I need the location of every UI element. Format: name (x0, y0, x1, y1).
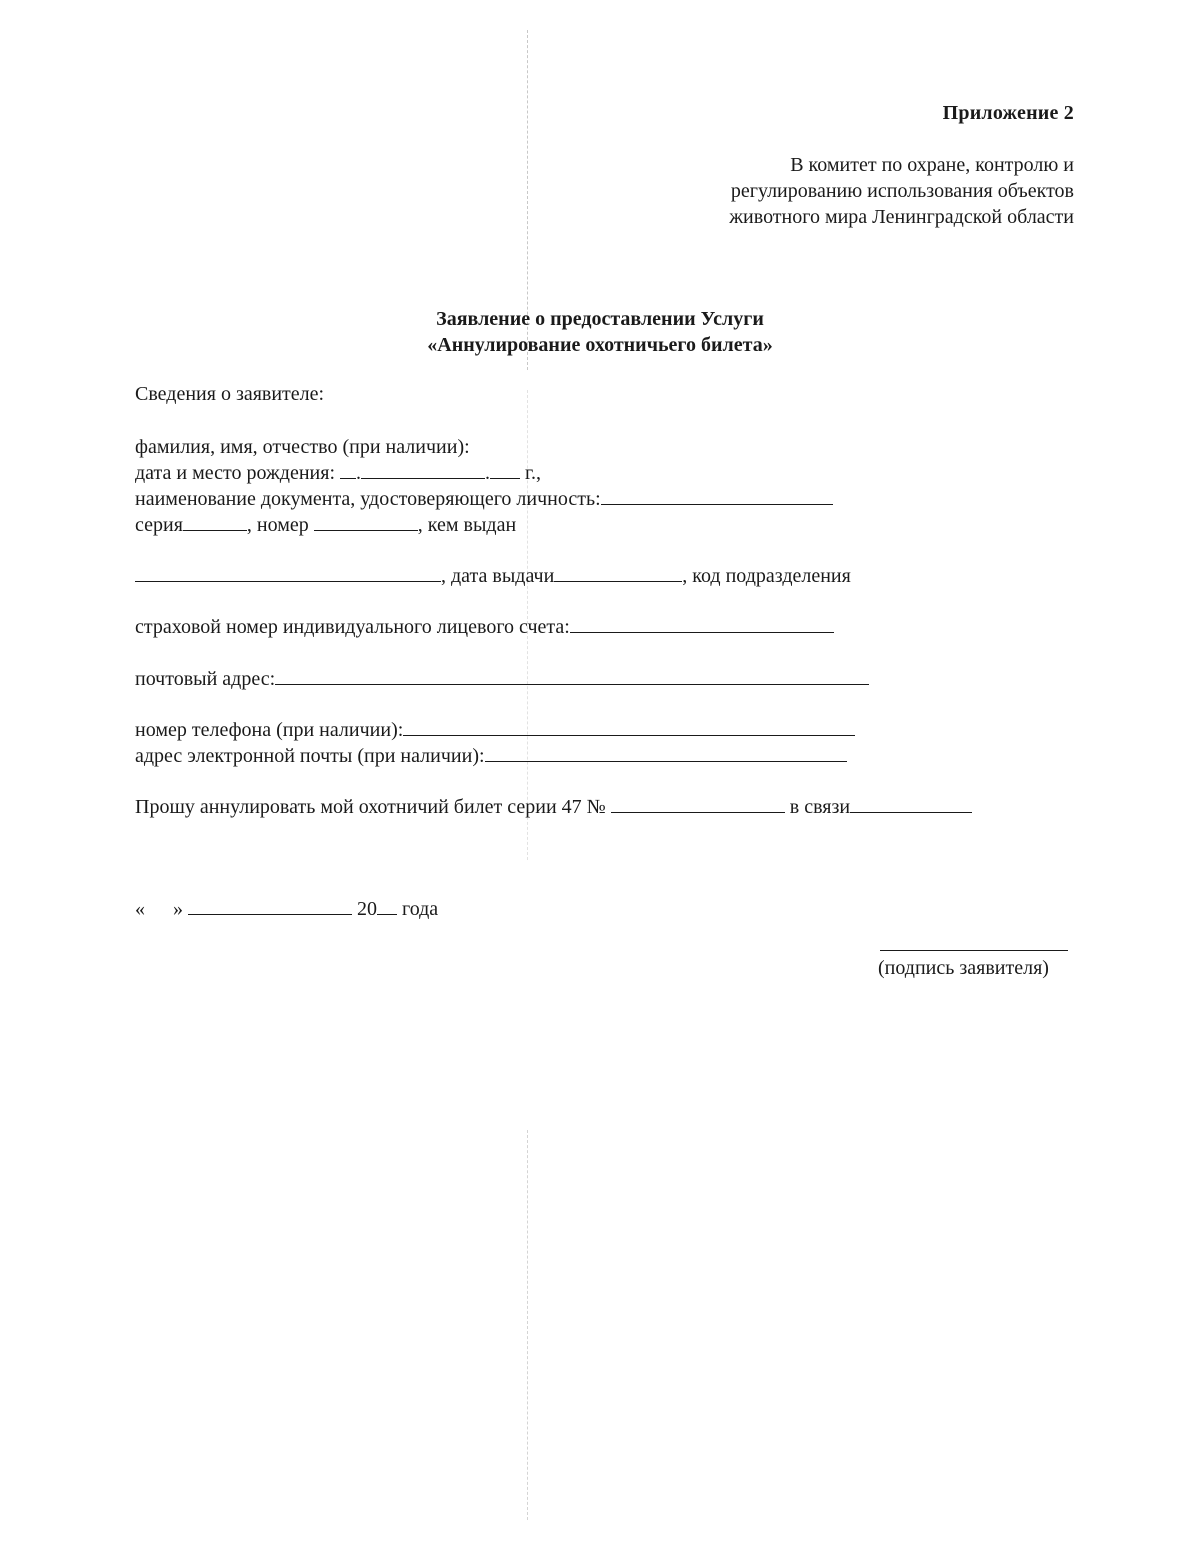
date-row (135, 896, 438, 922)
title-line: «Аннулирование охотничьего билета» (427, 334, 773, 356)
issue-date-label: , дата выдачи (441, 565, 555, 587)
date-year-suffix: года (402, 898, 439, 920)
addressee-line: животного мира Ленинградской области (729, 206, 1074, 228)
request-row (135, 794, 972, 820)
birth-month-field[interactable] (361, 460, 485, 479)
series-number-row (135, 512, 516, 538)
birth-label: дата и место рождения: (135, 462, 336, 484)
addressee-line: В комитет по охране, контролю и (790, 154, 1074, 176)
postal-row (135, 666, 869, 692)
issue-date-field[interactable] (554, 563, 682, 582)
number-label: , номер (246, 514, 309, 536)
postal-label: почтовый адрес: (135, 668, 276, 690)
addressee-block (654, 152, 1074, 230)
email-label: адрес электронной почты (при наличии): (135, 745, 485, 767)
signature-caption: (подпись заявителя) (878, 957, 1049, 979)
phone-row (135, 717, 855, 743)
division-code-label: , код подразделения (682, 565, 851, 587)
id-document-row (135, 486, 833, 512)
request-reason-field[interactable] (850, 794, 972, 813)
birth-separator: . (485, 462, 491, 484)
date-year-prefix: 20 (357, 898, 377, 920)
series-label: серия (135, 514, 183, 536)
issued-by-label: , кем выдан (417, 514, 517, 536)
request-reason-label: в связи (789, 796, 851, 818)
applicant-heading: Сведения о заявителе: (135, 383, 325, 405)
number-field[interactable] (314, 512, 418, 531)
birth-year-field[interactable] (490, 460, 520, 479)
appendix-label: Приложение 2 (942, 102, 1074, 124)
issue-details-row (135, 563, 851, 589)
series-field[interactable] (183, 512, 247, 531)
date-open-quote: « (135, 898, 145, 920)
snils-row (135, 614, 834, 640)
full-name-label: фамилия, имя, отчество (при наличии): (135, 436, 470, 458)
date-year-field[interactable] (377, 896, 397, 915)
full-name-row (135, 434, 470, 460)
issued-by-field[interactable] (135, 563, 441, 582)
phone-label: номер телефона (при наличии): (135, 719, 404, 741)
email-field[interactable] (485, 743, 847, 762)
scan-artifact-line (527, 1130, 528, 1520)
request-text: Прошу аннулировать мой охотничий билет серии 47 № (135, 796, 606, 818)
birth-row (135, 460, 541, 486)
id-document-field[interactable] (601, 486, 833, 505)
date-close-quote: » (173, 898, 183, 920)
postal-address-field[interactable] (275, 666, 869, 685)
addressee-line: регулированию использования объектов (730, 180, 1074, 202)
document-title (0, 306, 1200, 358)
birth-suffix: г., (525, 462, 541, 484)
title-line: Заявление о предоставлении Услуги (436, 308, 764, 330)
snils-field[interactable] (570, 614, 834, 633)
date-month-field[interactable] (188, 896, 352, 915)
ticket-number-field[interactable] (611, 794, 785, 813)
snils-label: страховой номер индивидуального лицевого счета: (135, 616, 570, 638)
phone-field[interactable] (403, 717, 855, 736)
birth-separator: . (356, 462, 362, 484)
id-document-label: наименование документа, удостоверяющего личность: (135, 488, 601, 510)
birth-day-field[interactable] (340, 460, 356, 479)
email-row (135, 743, 847, 769)
signature-field[interactable] (880, 950, 1068, 951)
